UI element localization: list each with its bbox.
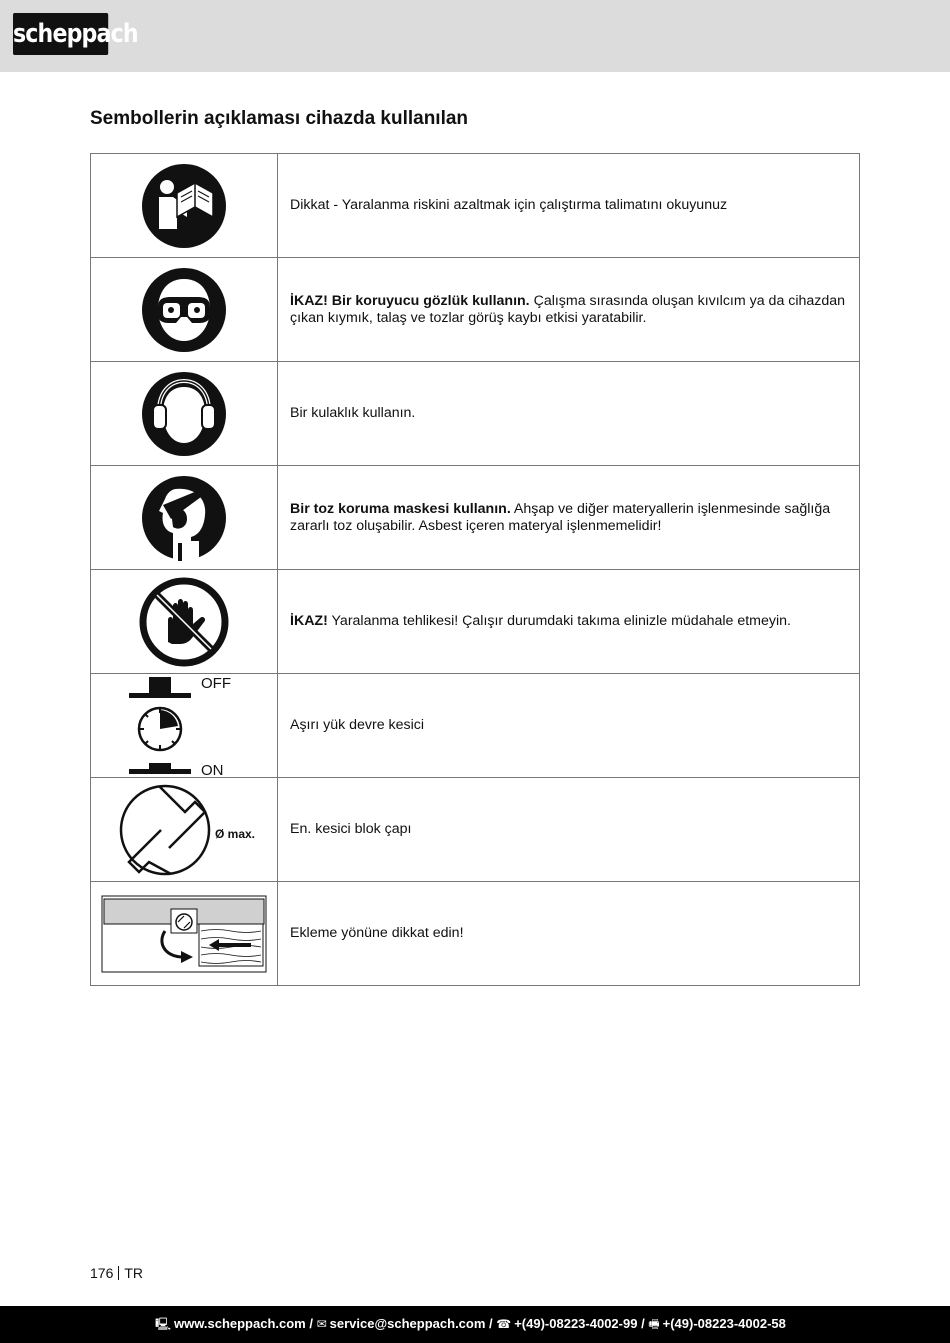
diameter-label: Ø max. xyxy=(215,827,256,841)
symbols-table xyxy=(90,153,860,986)
cutter-block-diameter-icon xyxy=(109,778,259,881)
page-number xyxy=(90,1265,143,1281)
scheppach-logo: scheppach xyxy=(13,13,108,55)
read-manual-icon xyxy=(141,163,227,249)
table-row xyxy=(91,570,860,674)
page-number-value: 176 xyxy=(90,1265,114,1281)
phone-icon: ☎ xyxy=(496,1317,512,1331)
footer-separator: / xyxy=(485,1316,497,1331)
table-row xyxy=(91,466,860,570)
table-row xyxy=(91,674,860,778)
row-text: Çalışma sırasında oluşan kıvılcım ya da cihazdan çıkan kıymık, talaş ve tozlar görüş kaybı etkisi yaratabilir. xyxy=(290,292,846,326)
row-text: Dikkat - Yaralanma riskini azaltmak için çalıştırma talimatını okuyunuz xyxy=(290,197,728,213)
computer-icon: 🖳 xyxy=(155,1317,172,1331)
fax-icon: 🖷 xyxy=(648,1317,660,1331)
row-text: Ekleme yönüne dikkat edin! xyxy=(290,925,464,941)
mail-icon: ✉ xyxy=(316,1317,327,1331)
ear-protection-icon xyxy=(141,371,227,457)
header-bar xyxy=(0,0,950,72)
table-row xyxy=(91,258,860,362)
safety-goggles-icon xyxy=(141,267,227,353)
page-title: Sembollerin açıklaması cihazda kullanılan xyxy=(90,108,469,129)
row-bold-text: Bir toz koruma maskesi kullanın. xyxy=(290,500,511,517)
row-text: En. kesici blok çapı xyxy=(290,821,412,837)
feed-direction-icon xyxy=(101,895,267,973)
off-label: OFF xyxy=(201,675,231,692)
footer-email-link[interactable]: service@scheppach.com xyxy=(329,1316,486,1331)
table-row xyxy=(91,362,860,466)
row-bold-text: İKAZ! xyxy=(290,613,328,629)
footer-separator: / xyxy=(637,1316,649,1331)
no-hands-icon xyxy=(138,576,230,668)
row-text: Bir kulaklık kullanın. xyxy=(290,405,416,421)
on-label: ON xyxy=(201,762,224,777)
row-text: Aşırı yük devre kesici xyxy=(290,717,425,733)
footer-phone: +(49)-08223-4002-99 xyxy=(514,1316,638,1331)
footer-fax: +(49)-08223-4002-58 xyxy=(662,1316,786,1331)
footer-website-link[interactable]: www.scheppach.com xyxy=(174,1316,306,1331)
table-row xyxy=(91,778,860,882)
footer-bar xyxy=(0,1306,950,1343)
row-bold-text: İKAZ! Bir koruyucu gözlük kullanın. xyxy=(290,292,530,309)
page-number-divider xyxy=(118,1266,119,1280)
page-language: TR xyxy=(124,1265,144,1281)
row-text: Yaralanma tehlikesi! Çalışır durumdaki takıma elinizle müdahale etmeyin. xyxy=(327,613,791,629)
row-text: Ahşap ve diğer materyallerin işlenmesinde sağlığa zararlı toz oluşabilir. Asbest içeren materyal işlenmemelidir! xyxy=(290,500,831,534)
table-row xyxy=(91,154,860,258)
dust-mask-icon xyxy=(141,475,227,561)
table-row xyxy=(91,882,860,986)
overload-switch-icon xyxy=(119,674,249,777)
footer-separator: / xyxy=(305,1316,317,1331)
